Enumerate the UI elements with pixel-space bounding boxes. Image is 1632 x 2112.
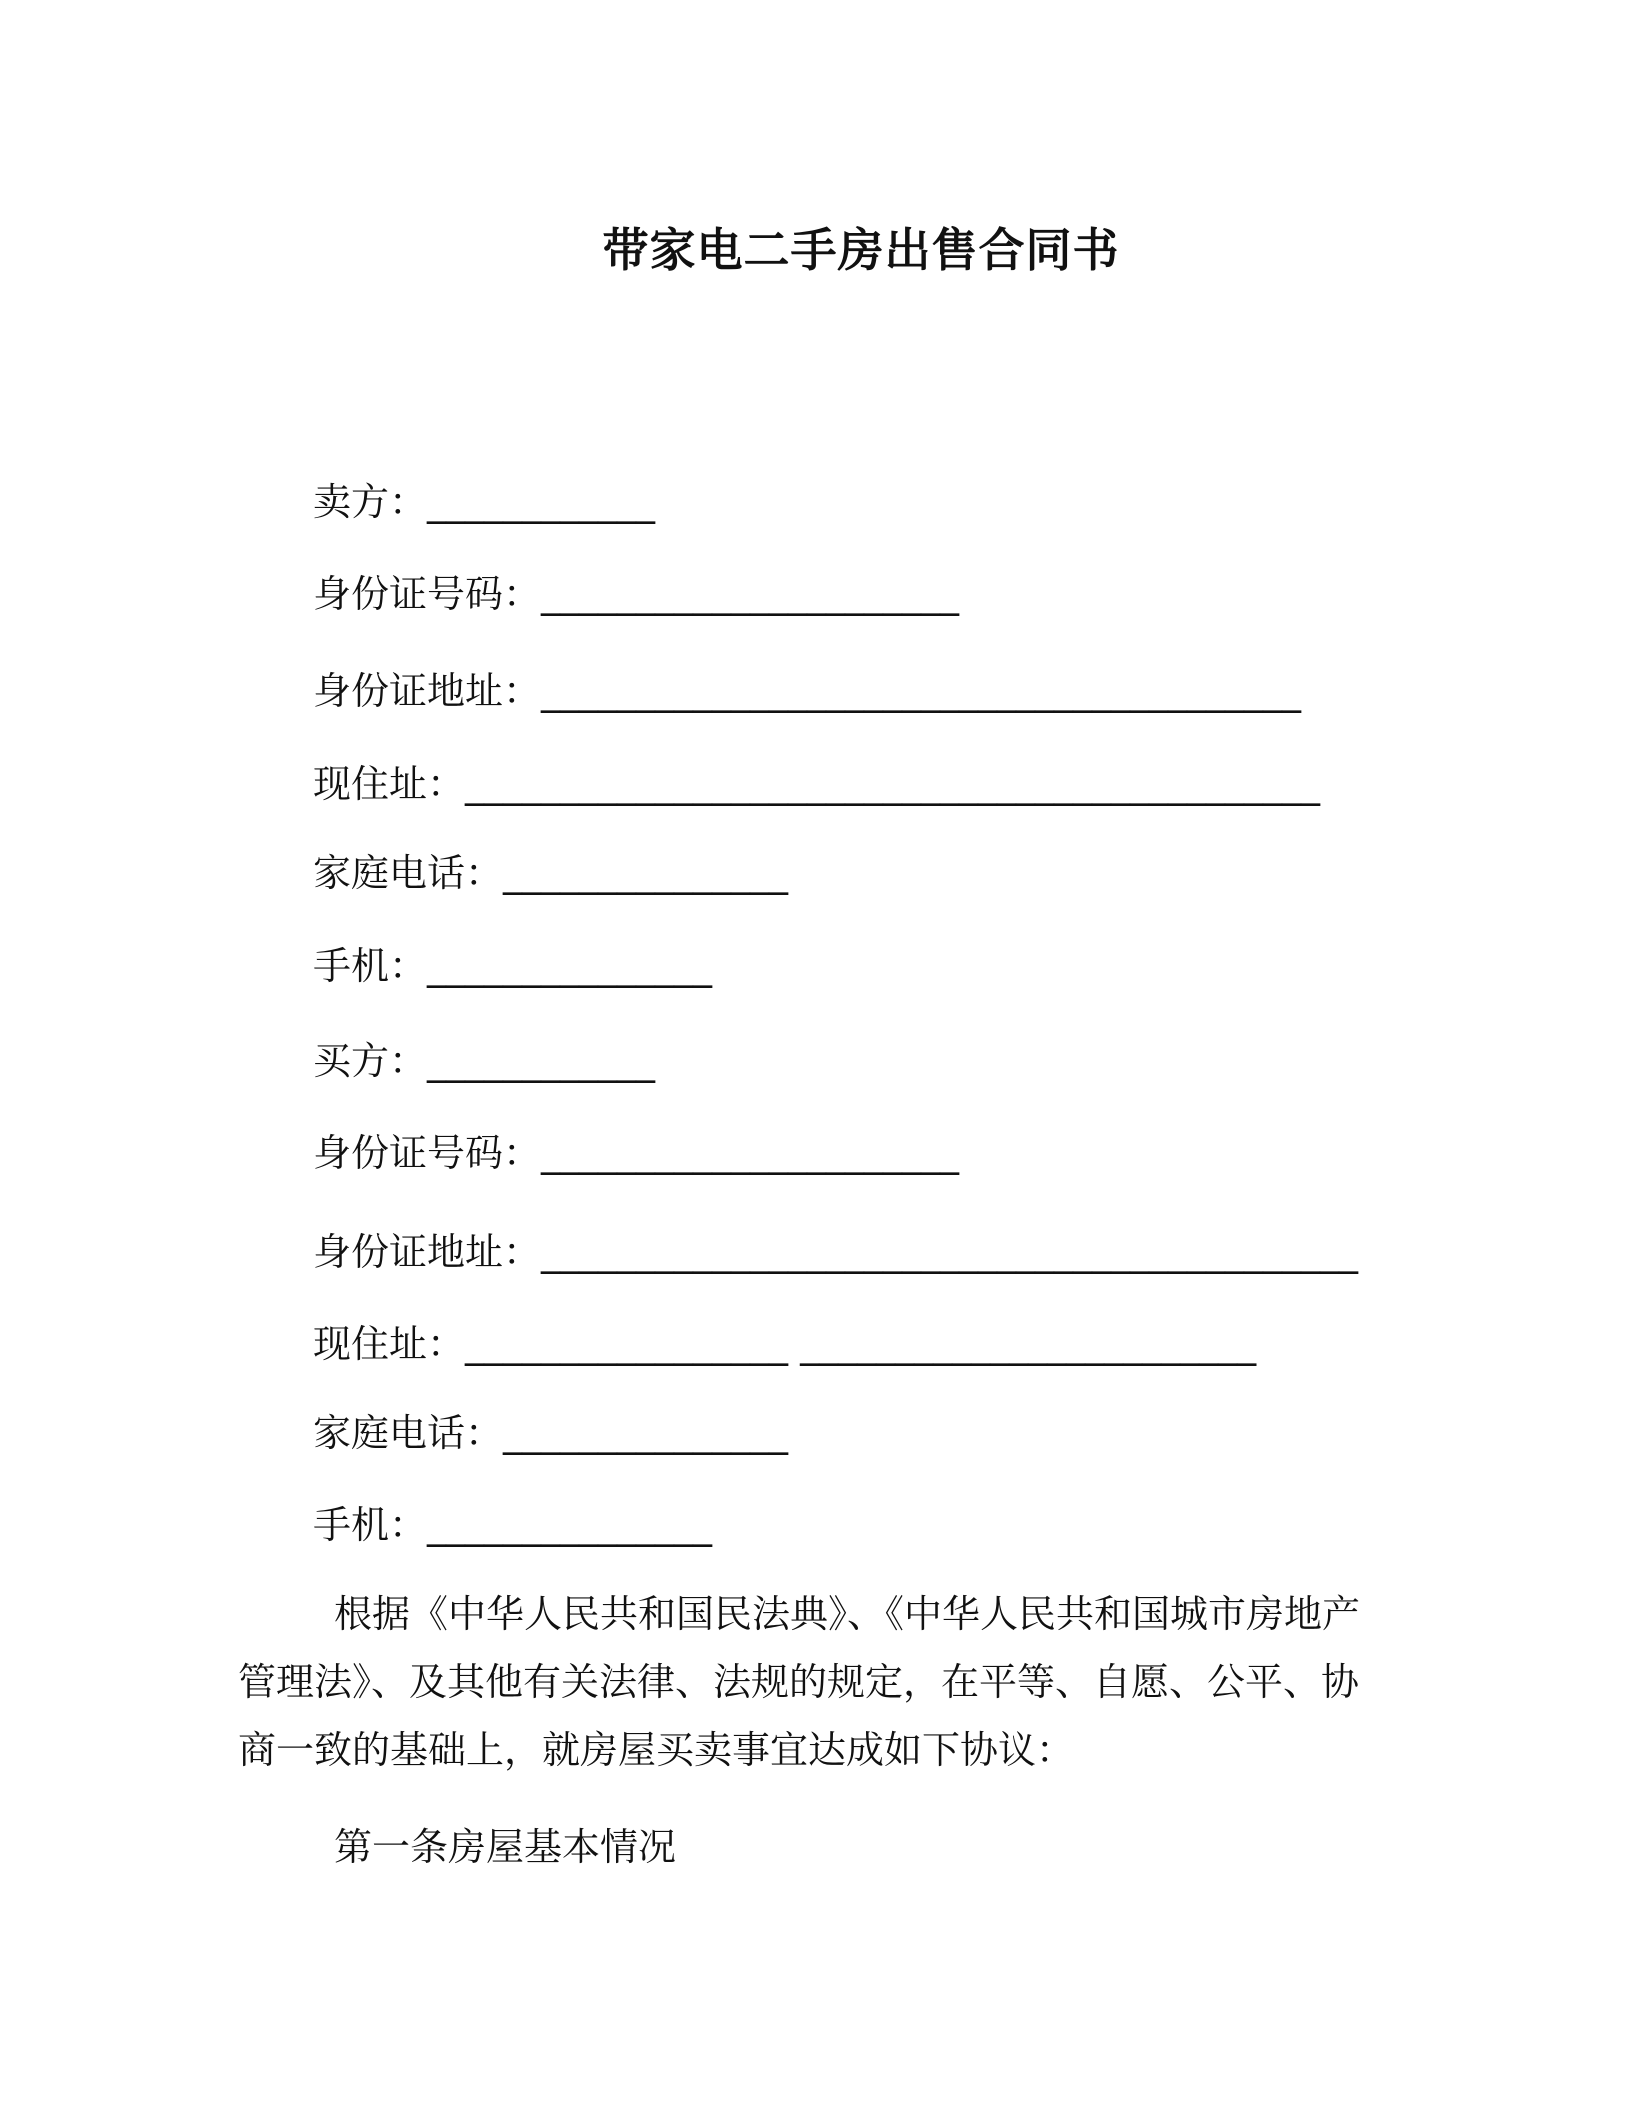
paragraph-line: 管理法》、及其他有关法律、法规的规定，在平等、自愿、公平、协 xyxy=(238,1660,1360,1704)
field-label: 手机： xyxy=(313,1503,428,1547)
field-label: 家庭电话： xyxy=(313,851,504,895)
paragraph-line: 根据《中华人民共和国民法典》、《中华人民共和国城市房地产 xyxy=(334,1592,1361,1636)
field-label: 身份证地址： xyxy=(313,1230,542,1274)
fill-in-blank: ____________ xyxy=(427,1039,656,1083)
seller-id-address-field xyxy=(313,666,1301,716)
field-label: 现住址： xyxy=(313,762,466,806)
fill-in-blank: _____________________________________________ xyxy=(465,762,1321,806)
field-label: 买方： xyxy=(313,1039,428,1083)
fill-in-blank: _______________ xyxy=(427,1503,713,1547)
field-label: 手机： xyxy=(313,944,428,988)
seller-name-field xyxy=(313,477,655,527)
buyer-home-phone-field xyxy=(313,1408,788,1458)
fill-in-blank: ___________________________________________ xyxy=(541,1230,1359,1274)
buyer-id-number-field xyxy=(313,1128,959,1178)
seller-mobile-field xyxy=(313,941,712,991)
seller-home-phone-field xyxy=(313,848,788,898)
fill-in-blank: _______________ xyxy=(503,1411,789,1455)
field-label: 身份证地址： xyxy=(313,669,542,713)
buyer-current-address-field xyxy=(313,1319,1256,1369)
field-label: 家庭电话： xyxy=(313,1411,504,1455)
section-heading: 第一条房屋基本情况 xyxy=(334,1825,677,1869)
field-label: 现住址： xyxy=(313,1322,466,1366)
fill-in-blank: ________________________________________ xyxy=(541,669,1302,713)
seller-current-address-field xyxy=(313,759,1320,809)
fill-in-blank: ____________ xyxy=(427,480,656,524)
field-label: 卖方： xyxy=(313,480,428,524)
document-title: 带家电二手房出售合同书 xyxy=(602,223,1120,277)
paragraph-line: 商一致的基础上，就房屋买卖事宜达成如下协议： xyxy=(238,1728,1075,1772)
buyer-mobile-field xyxy=(313,1500,712,1550)
fill-in-blank: _________________ ________________________ xyxy=(465,1322,1257,1366)
fill-in-blank: ______________________ xyxy=(541,572,960,616)
seller-id-number-field xyxy=(313,569,959,619)
fill-in-blank: _______________ xyxy=(427,944,713,988)
fill-in-blank: ______________________ xyxy=(541,1131,960,1175)
field-label: 身份证号码： xyxy=(313,572,542,616)
buyer-name-field xyxy=(313,1036,655,1086)
buyer-id-address-field xyxy=(313,1227,1358,1277)
preamble-paragraph xyxy=(238,1580,1408,1784)
field-label: 身份证号码： xyxy=(313,1131,542,1175)
fill-in-blank: _______________ xyxy=(503,851,789,895)
